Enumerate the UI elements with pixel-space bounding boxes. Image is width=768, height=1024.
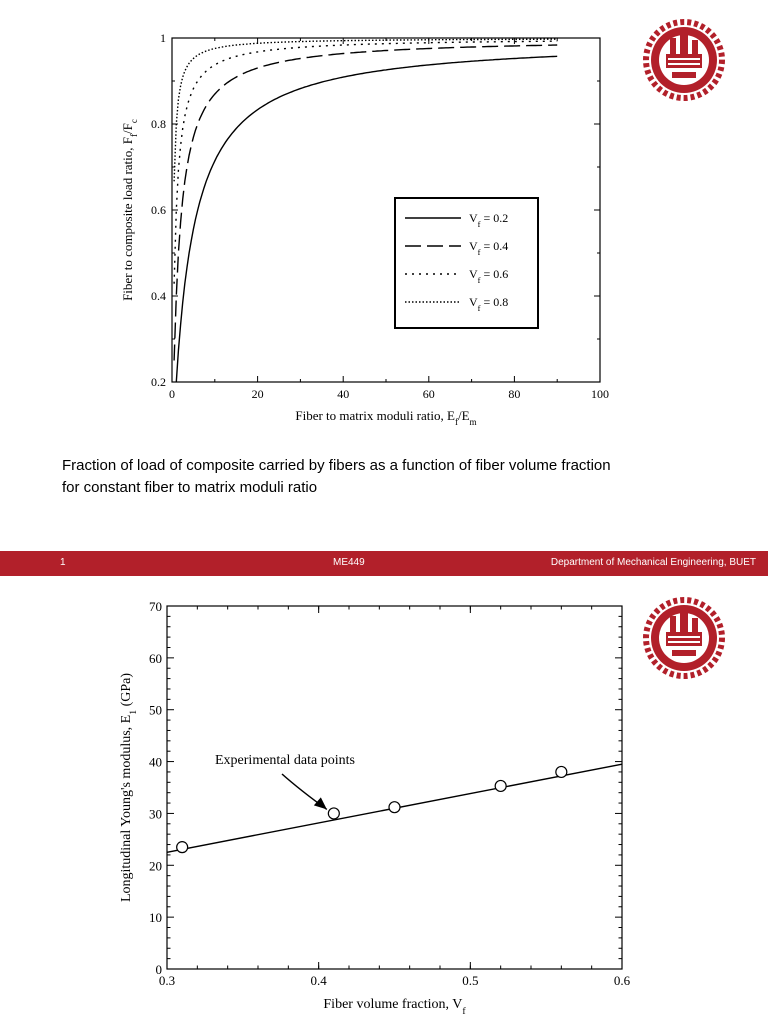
y-tick-label: 70 <box>149 599 162 614</box>
series-line-vf-0.8 <box>174 39 557 181</box>
y-tick-label: 0.2 <box>151 375 166 389</box>
data-point <box>177 842 188 853</box>
annotation-label: Experimental data points <box>215 753 355 768</box>
y-tick-label: 10 <box>149 910 162 926</box>
y-tick-label: 30 <box>149 806 162 822</box>
x-tick-label: 100 <box>591 387 609 401</box>
data-point <box>389 802 400 813</box>
footer-page-number: 1 <box>60 557 66 568</box>
legend-label: $V_f = 0.4$ <box>469 239 509 257</box>
legend-label: $V_f = 0.2$ <box>469 211 509 229</box>
buet-logo <box>642 18 726 102</box>
annotation-arrowhead <box>314 797 327 809</box>
y-tick-label: 0.6 <box>151 203 166 217</box>
x-tick-label: 60 <box>422 387 435 401</box>
caption-line-1: Fraction of load of composite carried by fibers as a function of fiber volume fraction <box>62 457 611 474</box>
x-tick-label: 0.6 <box>613 973 631 988</box>
legend-label: $V_f = 0.6$ <box>469 267 509 285</box>
caption-line-2: for constant fiber to matrix moduli ratio <box>62 479 318 496</box>
x-tick-label: 0.4 <box>310 973 327 988</box>
footer-course: ME449 <box>333 557 365 568</box>
slide-footer <box>0 551 768 576</box>
slide-caption <box>62 455 752 499</box>
logo-gear-icon <box>646 600 722 676</box>
x-tick-label: 40 <box>337 387 350 401</box>
data-point <box>328 808 339 819</box>
y-tick-label: 0 <box>155 962 162 977</box>
data-point <box>495 780 506 791</box>
y-tick-label: 50 <box>149 702 162 718</box>
y-axis-label: Fiber to composite load ratio, $F_f/F_c$ <box>120 119 139 301</box>
footer-department: Department of Mechanical Engineering, BUET <box>550 557 756 568</box>
x-tick-label: 80 <box>508 387 521 401</box>
y-tick-label: 0.4 <box>151 289 166 303</box>
legend-label: $V_f = 0.8$ <box>469 295 509 313</box>
x-tick-label: 0.3 <box>158 973 176 988</box>
y-tick-label: 60 <box>149 650 162 666</box>
y-tick-label: 0.8 <box>151 117 166 131</box>
logo-gear-icon <box>646 22 722 98</box>
data-point <box>556 766 567 777</box>
y-tick-label: 1 <box>160 31 166 45</box>
slide-2 <box>0 576 768 1024</box>
x-axis-label: Fiber to matrix moduli ratio, $E_f/E_m$ <box>295 408 477 427</box>
y-axis-label: Longitudinal Young's modulus, $E_1$ (GPa) <box>119 672 139 903</box>
buet-logo <box>642 596 726 680</box>
x-tick-label: 0 <box>169 387 175 401</box>
y-tick-label: 40 <box>149 754 162 770</box>
y-tick-label: 20 <box>149 858 162 874</box>
x-tick-label: 20 <box>251 387 264 401</box>
x-tick-label: 0.5 <box>462 973 479 988</box>
plot-frame <box>167 606 622 969</box>
x-axis-label: Fiber volume fraction, $V_f$ <box>323 997 466 1017</box>
